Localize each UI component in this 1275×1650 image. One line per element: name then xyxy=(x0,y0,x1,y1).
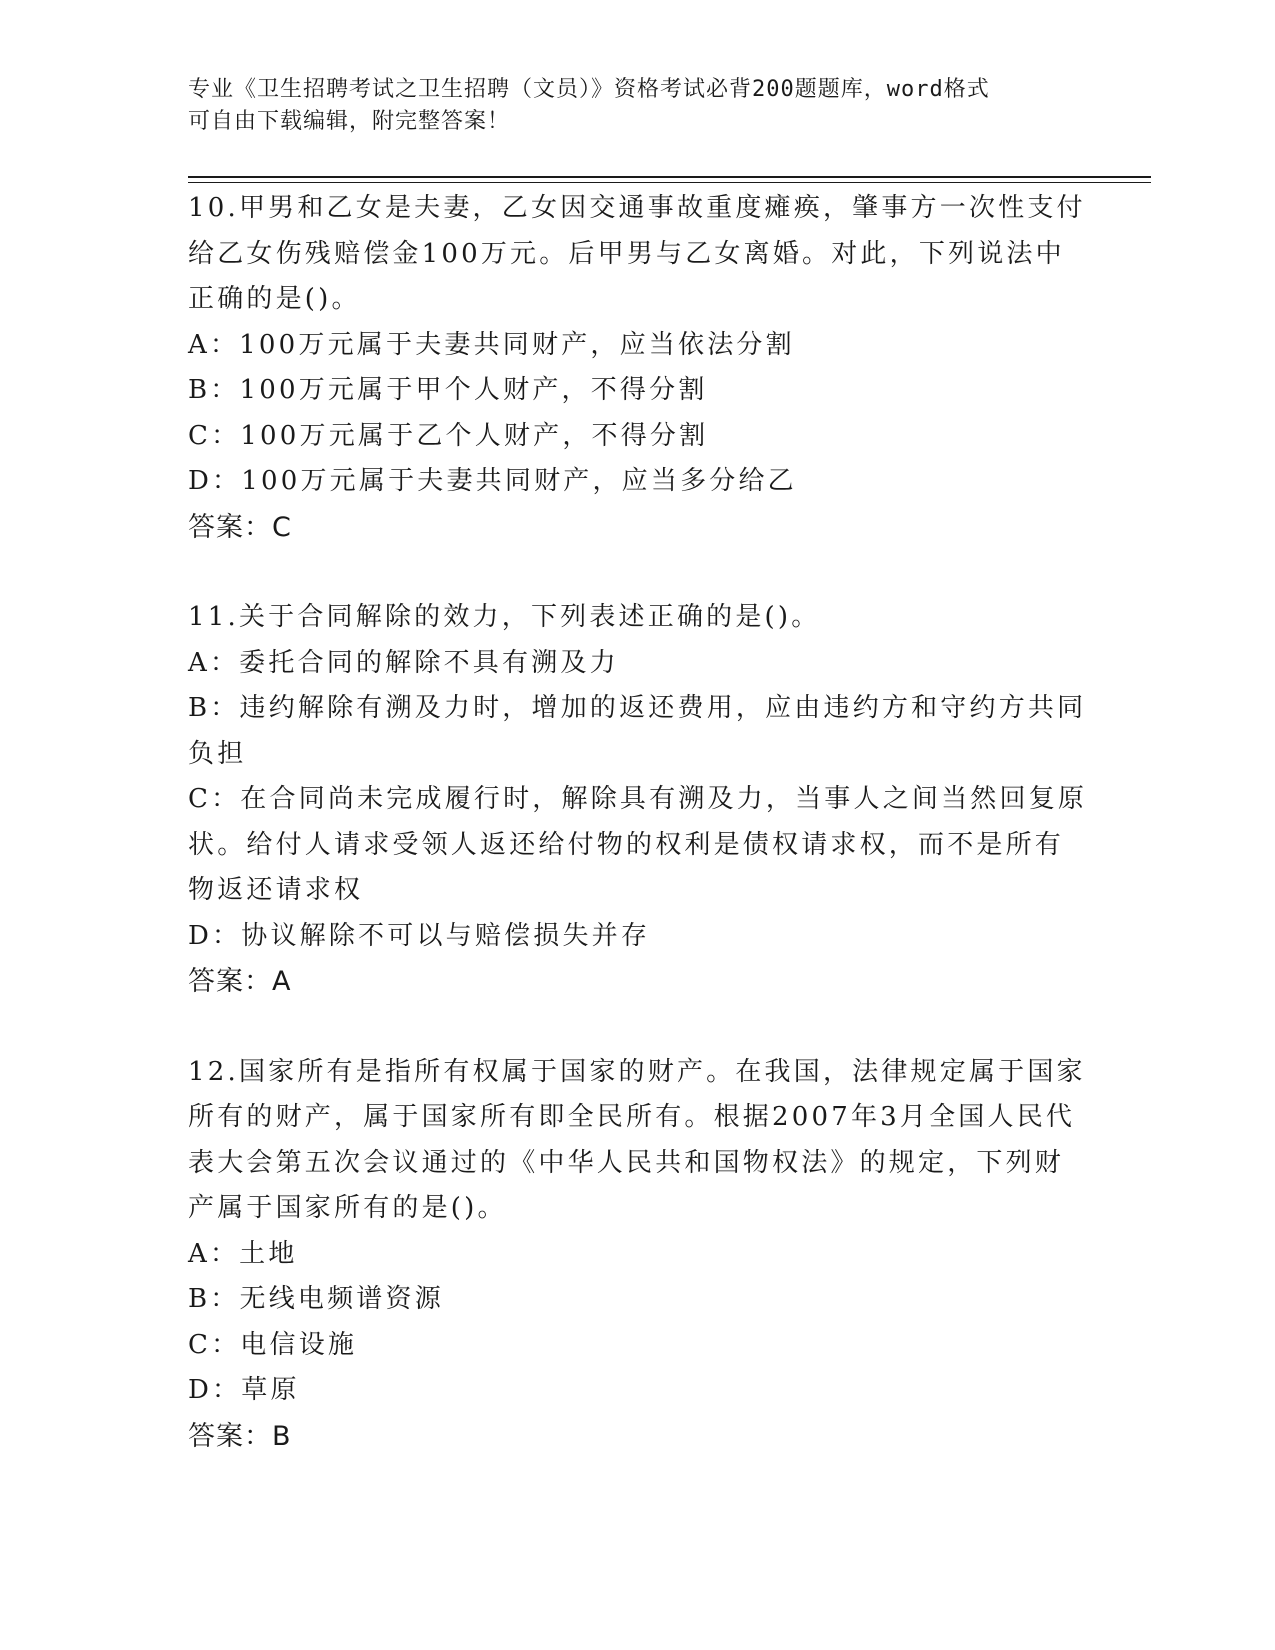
option-d: D：100万元属于夫妻共同财产，应当多分给乙 xyxy=(188,466,797,496)
question-stem-line: 表大会第五次会议通过的《中华人民共和国物权法》的规定，下列财 xyxy=(188,1147,1065,1178)
option-b: B：违约解除有溯及力时，增加的返还费用，应由违约方和守约方共同 xyxy=(188,693,1087,723)
question-stem-line: 10.甲男和乙女是夫妻，乙女因交通事故重度瘫痪，肇事方一次性支付 xyxy=(188,193,1086,223)
option-c-continued: 物返还请求权 xyxy=(188,875,364,905)
question-spacer xyxy=(188,550,1088,595)
header-divider-thin xyxy=(188,182,1151,183)
document-header xyxy=(188,74,1068,138)
answer-label: 答案：B xyxy=(188,1420,292,1452)
question-11 xyxy=(188,595,1088,1005)
option-c: C：100万元属于乙个人财产，不得分割 xyxy=(188,420,709,451)
question-stem-line: 正确的是()。 xyxy=(188,284,361,314)
header-line-1: 专业《卫生招聘考试之卫生招聘（文员）》资格考试必背200题题库，word格式 xyxy=(188,77,990,102)
answer-label: 答案：C xyxy=(188,511,292,543)
question-stem-line: 产属于国家所有的是()。 xyxy=(188,1193,507,1223)
option-b: B：无线电频谱资源 xyxy=(188,1284,444,1314)
question-stem-line: 12.国家所有是指所有权属于国家的财产。在我国，法律规定属于国家 xyxy=(188,1056,1086,1087)
option-a: A：委托合同的解除不具有溯及力 xyxy=(188,647,619,678)
question-stem-line: 所有的财产，属于国家所有即全民所有。根据2007年3月全国人民代 xyxy=(188,1102,1076,1132)
answer-label: 答案：A xyxy=(188,966,292,997)
option-b: B：100万元属于甲个人财产，不得分割 xyxy=(188,375,708,405)
option-a: A：土地 xyxy=(188,1238,298,1269)
option-b-continued: 负担 xyxy=(188,738,247,769)
question-list xyxy=(188,186,1088,1459)
option-a: A：100万元属于夫妻共同财产，应当依法分割 xyxy=(188,329,795,360)
question-12 xyxy=(188,1050,1088,1460)
header-divider-thick xyxy=(188,176,1151,178)
option-c: C：在合同尚未完成履行时，解除具有溯及力，当事人之间当然回复原 xyxy=(188,784,1088,814)
option-c: C：电信设施 xyxy=(188,1329,358,1360)
question-spacer xyxy=(188,1005,1088,1050)
question-stem-line: 11.关于合同解除的效力，下列表述正确的是()。 xyxy=(188,602,821,632)
question-stem-line: 给乙女伤残赔偿金100万元。后甲男与乙女离婚。对此，下列说法中 xyxy=(188,238,1065,269)
question-10 xyxy=(188,186,1088,550)
option-d: D：草原 xyxy=(188,1375,300,1405)
option-d: D：协议解除不可以与赔偿损失并存 xyxy=(188,920,651,951)
option-c-continued: 状。给付人请求受领人返还给付物的权利是债权请求权，而不是所有 xyxy=(188,829,1065,860)
header-line-2: 可自由下载编辑，附完整答案！ xyxy=(188,109,511,134)
